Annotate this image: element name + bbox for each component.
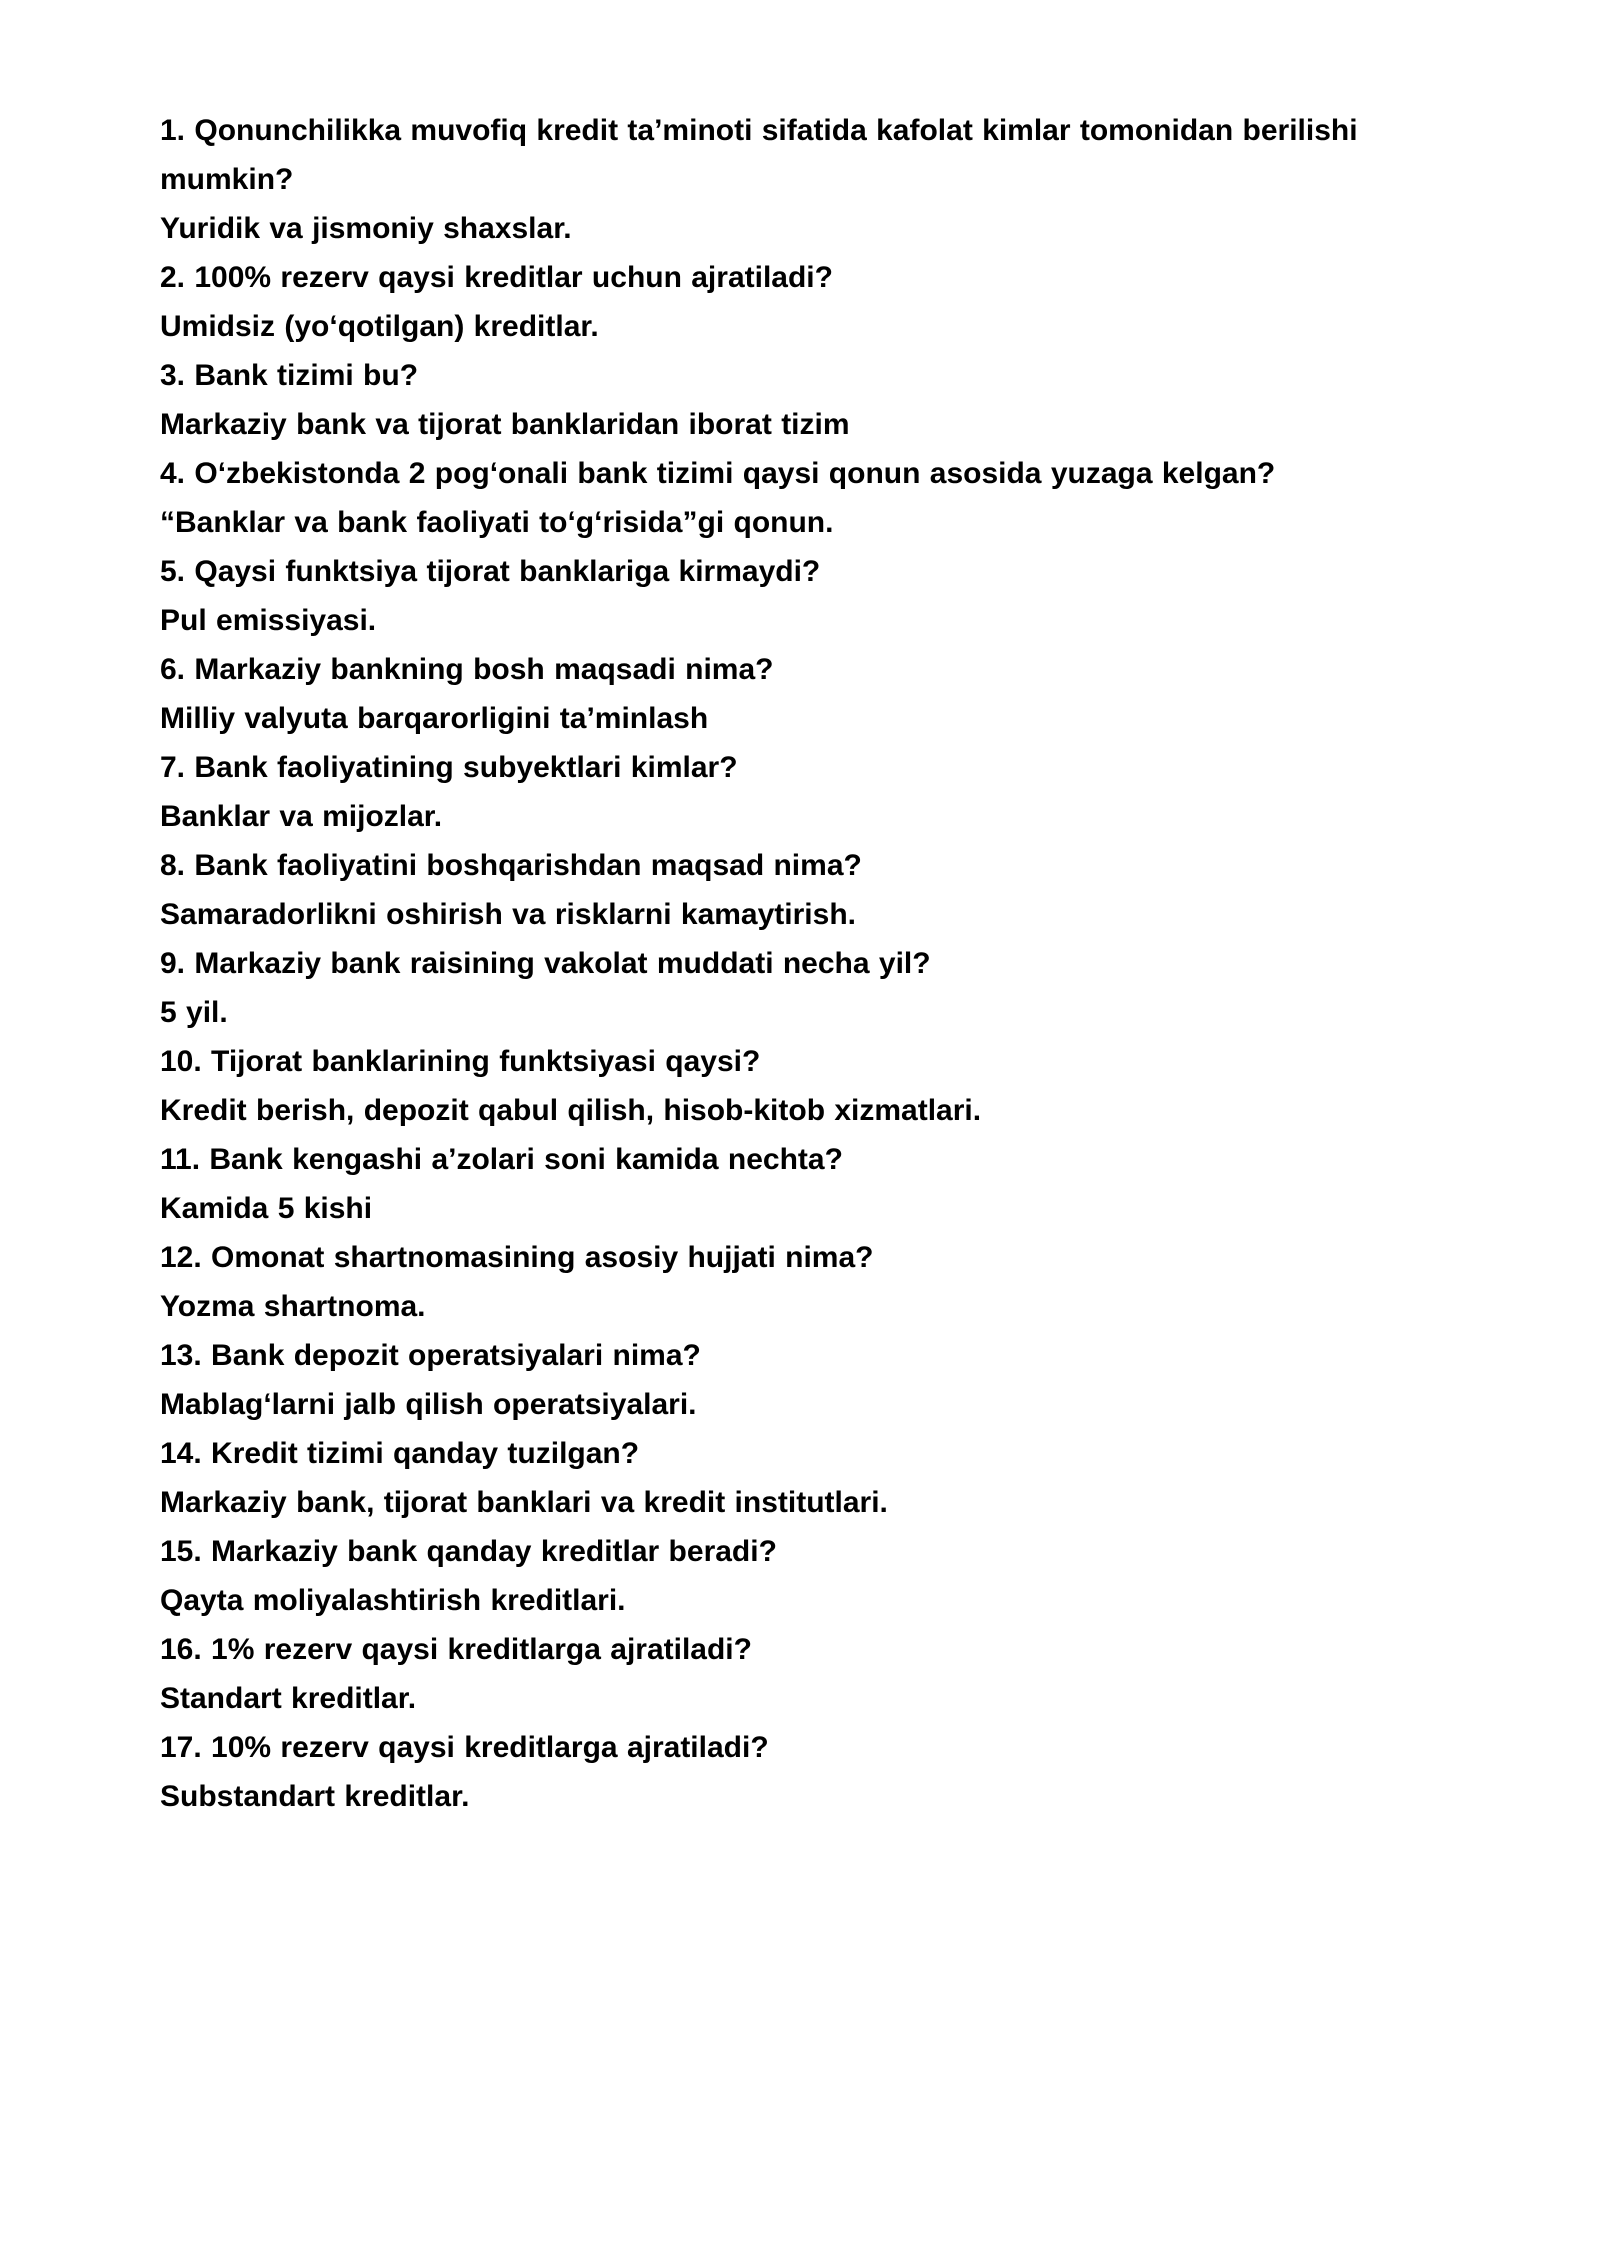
- answer-text: “Banklar va bank faoliyati toʻgʻrisida”gi qonun.: [160, 506, 834, 539]
- answer-text: Mablagʻlarni jalb qilish operatsiyalari.: [160, 1388, 697, 1421]
- answer-text: Markaziy bank va tijorat banklaridan iborat tizim: [160, 408, 850, 441]
- question-text: 3. Bank tizimi bu?: [160, 359, 419, 392]
- answer-text: Pul emissiyasi.: [160, 604, 377, 637]
- question-text: 12. Omonat shartnomasining asosiy hujjati nima?: [160, 1241, 874, 1274]
- answer-text: Substandart kreditlar.: [160, 1780, 470, 1813]
- answer-text: Standart kreditlar.: [160, 1682, 417, 1715]
- answer-text: Markaziy bank, tijorat banklari va kredit institutlari.: [160, 1486, 888, 1519]
- question-text: 8. Bank faoliyatini boshqarishdan maqsad nima?: [160, 849, 862, 882]
- answer-text: Banklar va mijozlar.: [160, 800, 443, 833]
- question-text: 4. Oʻzbekistonda 2 pogʻonali bank tizimi qaysi qonun asosida yuzaga kelgan?: [160, 457, 1276, 490]
- question-text: 2. 100% rezerv qaysi kreditlar uchun ajratiladi?: [160, 261, 833, 294]
- question-text: 10. Tijorat banklarining funktsiyasi qaysi?: [160, 1045, 761, 1078]
- question-text: 11. Bank kengashi a’zolari soni kamida nechta?: [160, 1143, 843, 1176]
- answer-text: 5 yil.: [160, 996, 228, 1029]
- answer-text: Yuridik va jismoniy shaxslar.: [160, 212, 572, 245]
- answer-text: Milliy valyuta barqarorligini ta’minlash: [160, 702, 709, 735]
- answer-text: Kredit berish, depozit qabul qilish, hisob-kitob xizmatlari.: [160, 1094, 982, 1127]
- answer-text: Qayta moliyalashtirish kreditlari.: [160, 1584, 626, 1617]
- answer-text: Yozma shartnoma.: [160, 1290, 426, 1323]
- question-text: 6. Markaziy bankning bosh maqsadi nima?: [160, 653, 774, 686]
- answer-text: Umidsiz (yoʻqotilgan) kreditlar.: [160, 310, 599, 343]
- answer-text: Kamida 5 kishi: [160, 1192, 373, 1225]
- question-text: 7. Bank faoliyatining subyektlari kimlar?: [160, 751, 738, 784]
- question-text: 1. Qonunchilikka muvofiq kredit ta’minoti sifatida kafolat kimlar tomonidan berilishi mumkin?: [160, 114, 1358, 196]
- answer-text: Samaradorlikni oshirish va risklarni kamaytirish.: [160, 898, 856, 931]
- question-text: 9. Markaziy bank raisining vakolat muddati necha yil?: [160, 947, 931, 980]
- question-text: 15. Markaziy bank qanday kreditlar beradi?: [160, 1535, 777, 1568]
- question-text: 13. Bank depozit operatsiyalari nima?: [160, 1339, 701, 1372]
- question-text: 14. Kredit tizimi qanday tuzilgan?: [160, 1437, 640, 1470]
- question-text: 5. Qaysi funktsiya tijorat banklariga kirmaydi?: [160, 555, 821, 588]
- qa-list: [160, 106, 1448, 1821]
- question-text: 16. 1% rezerv qaysi kreditlarga ajratiladi?: [160, 1633, 752, 1666]
- question-text: 17. 10% rezerv qaysi kreditlarga ajratiladi?: [160, 1731, 769, 1764]
